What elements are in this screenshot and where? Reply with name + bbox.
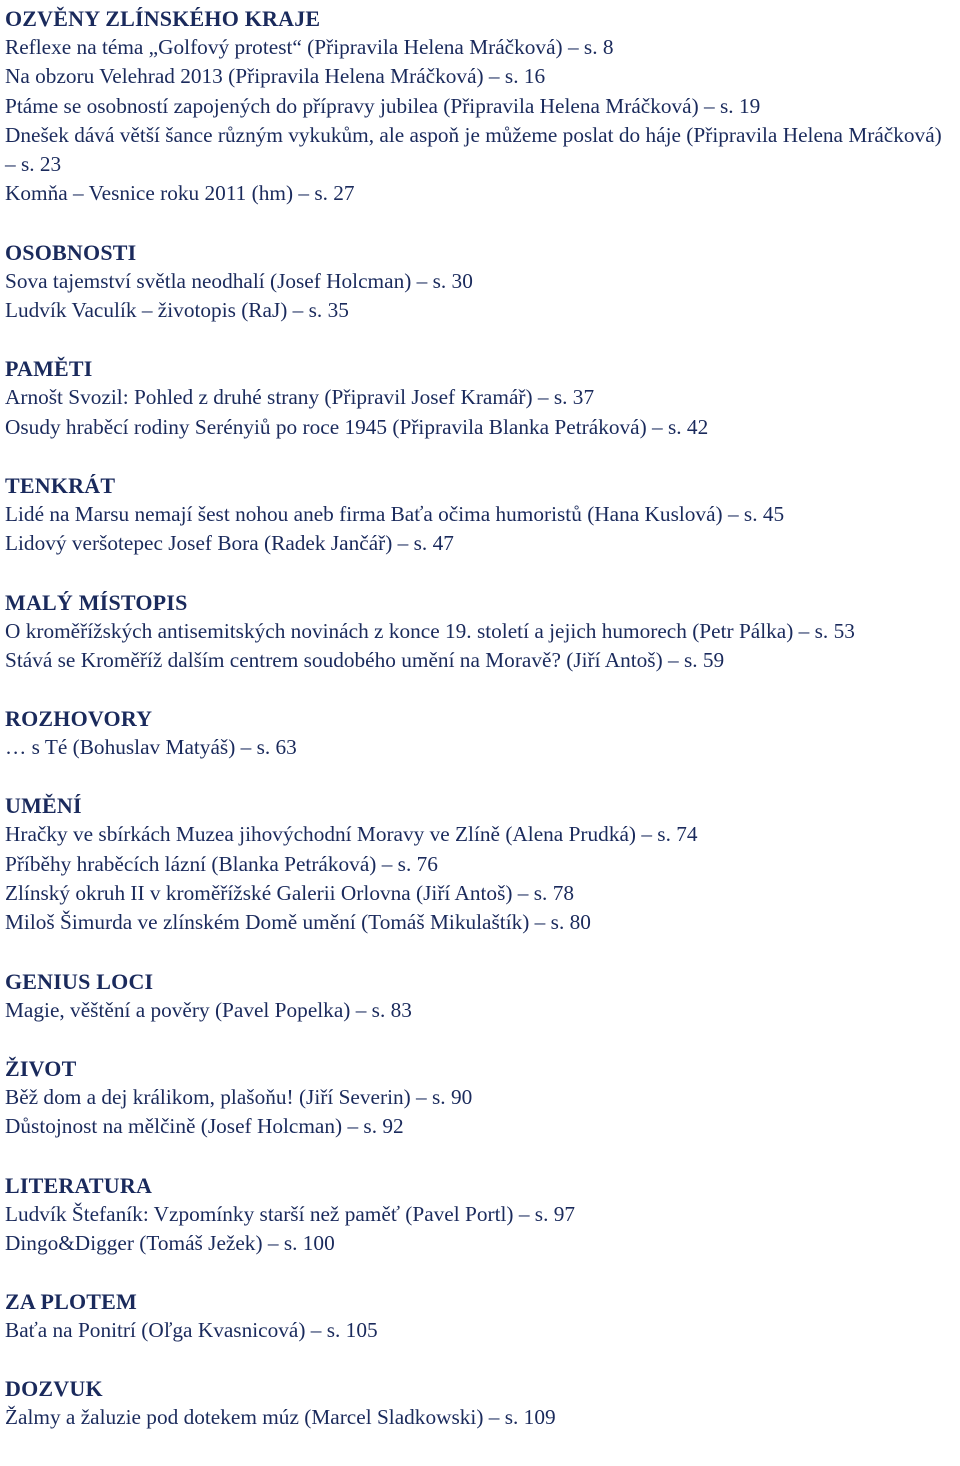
section-heading: ZA PLOTEM <box>5 1289 137 1315</box>
section-heading: TENKRÁT <box>5 472 116 498</box>
toc-entry: Komňa – Vesnice roku 2011 (hm) – s. 27 <box>5 181 355 206</box>
section-heading: LITERATURA <box>5 1172 153 1198</box>
toc-section <box>5 4 952 209</box>
toc-section <box>5 1171 952 1259</box>
toc-section <box>5 588 952 676</box>
toc-entry: Hračky ve sbírkách Muzea jihovýchodní Moravy ve Zlíně (Alena Prudká) – s. 74 <box>5 822 698 847</box>
section-heading: UMĚNÍ <box>5 793 82 819</box>
section-heading: OZVĚNY ZLÍNSKÉHO KRAJE <box>5 6 321 31</box>
toc-entry: … s Té (Bohuslav Matyáš) – s. 63 <box>5 735 297 760</box>
toc-entry: Baťa na Ponitrí (Oľga Kvasnicová) – s. 105 <box>5 1318 378 1343</box>
toc-entry: Dingo&Digger (Tomáš Ježek) – s. 100 <box>5 1230 335 1255</box>
toc-section <box>5 791 952 937</box>
toc-section <box>5 238 952 326</box>
toc-entry: Lidový veršotepec Josef Bora (Radek Jančář) – s. 47 <box>5 531 454 556</box>
toc-section <box>5 471 952 559</box>
toc-section <box>5 1287 952 1345</box>
toc-entry: Stává se Kroměříž dalším centrem soudobého umění na Moravě? (Jiří Antoš) – s. 59 <box>5 647 725 672</box>
section-heading: GENIUS LOCI <box>5 968 154 994</box>
toc-entry: Miloš Šimurda ve zlínském Domě umění (Tomáš Mikulaštík) – s. 80 <box>5 910 591 935</box>
toc-entry: Ptáme se osobností zapojených do přípravy jubilea (Připravila Helena Mráčková) – s. 19 <box>5 93 761 118</box>
toc-entry: Ludvík Štefaník: Vzpomínky starší než paměť (Pavel Portl) – s. 97 <box>5 1201 576 1226</box>
toc-entry: Arnošt Svozil: Pohled z druhé strany (Připravil Josef Kramář) – s. 37 <box>5 385 595 410</box>
toc-entry: Žalmy a žaluzie pod dotekem múz (Marcel Sladkowski) – s. 109 <box>5 1405 556 1430</box>
toc-section <box>5 704 952 762</box>
toc-entry: Běž dom a dej králikom, plašoňu! (Jiří Severin) – s. 90 <box>5 1084 473 1109</box>
section-heading: DOZVUK <box>5 1376 103 1402</box>
toc-entry: Sova tajemství světla neodhalí (Josef Holcman) – s. 30 <box>5 268 473 293</box>
section-heading: PAMĚTI <box>5 356 93 382</box>
section-heading: MALÝ MÍSTOPIS <box>5 589 188 615</box>
section-heading: ROZHOVORY <box>5 706 153 732</box>
toc-entry: Magie, věštění a pověry (Pavel Popelka) – s. 83 <box>5 997 412 1022</box>
toc-entry: Osudy hraběcí rodiny Serényiů po roce 1945 (Připravila Blanka Petráková) – s. 42 <box>5 414 709 439</box>
section-heading: ŽIVOT <box>5 1055 77 1081</box>
toc-entry: Důstojnost na mělčině (Josef Holcman) – s. 92 <box>5 1114 404 1139</box>
toc-entry: Ludvík Vaculík – životopis (RaJ) – s. 35 <box>5 298 349 323</box>
toc-section <box>5 967 952 1025</box>
toc-entry: Na obzoru Velehrad 2013 (Připravila Helena Mráčková) – s. 16 <box>5 64 546 89</box>
toc-entry: Reflexe na téma „Golfový protest“ (Připravila Helena Mráčková) – s. 8 <box>5 35 614 59</box>
toc-entry: O kroměřížských antisemitských novinách z konce 19. století a jejich humorech (Petr Pálka) – s. 53 <box>5 618 855 643</box>
toc-entry: Dnešek dává větší šance různým vykukům, ale aspoň je můžeme poslat do háje (Připravila Helena Mráčková) – s. 23 <box>5 122 942 177</box>
toc-section <box>5 1054 952 1142</box>
toc-section <box>5 1374 952 1432</box>
section-heading: OSOBNOSTI <box>5 239 137 265</box>
toc-section <box>5 354 952 442</box>
toc-entry: Zlínský okruh II v kroměřížské Galerii Orlovna (Jiří Antoš) – s. 78 <box>5 881 574 906</box>
toc-entry: Lidé na Marsu nemají šest nohou aneb firma Baťa očima humoristů (Hana Kuslová) – s. 45 <box>5 501 785 526</box>
toc-entry: Příběhy hraběcích lázní (Blanka Petráková) – s. 76 <box>5 851 438 876</box>
